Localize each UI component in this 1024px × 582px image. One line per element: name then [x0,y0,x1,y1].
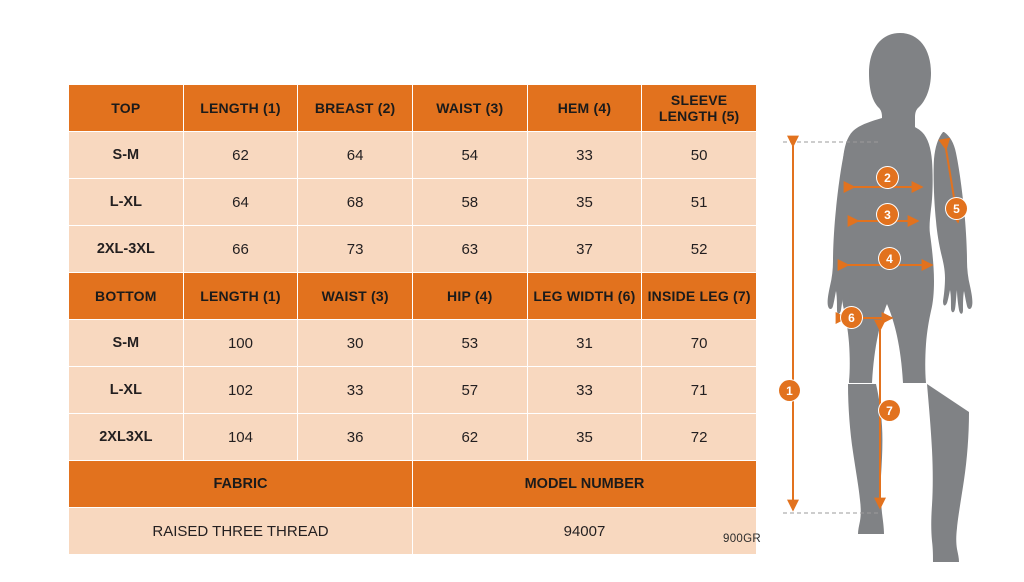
silhouette-shape [828,33,973,562]
table-row [69,179,757,226]
cell-length: 100 [183,320,298,367]
cell-model-number-value: 94007 [412,508,756,555]
cell-breast: 73 [298,226,413,273]
table-footer-header [69,461,757,508]
header-cell-fabric: FABRIC [69,461,413,508]
cell-inside-leg: 72 [642,414,757,461]
cell-waist: 36 [298,414,413,461]
cell-leg-width: 35 [527,414,642,461]
header-cell-sleeve-length: SLEEVE LENGTH (5) [642,85,757,132]
header-cell-bottom: BOTTOM [69,273,184,320]
table-header-bottom [69,273,757,320]
cell-hem: 35 [527,179,642,226]
cell-length: 62 [183,132,298,179]
header-cell-hip: HIP (4) [412,273,527,320]
table-header-top [69,85,757,132]
cell-leg-width: 33 [527,367,642,414]
header-cell-leg-width: LEG WIDTH (6) [527,273,642,320]
cell-waist: 54 [412,132,527,179]
measurement-badge-2: 2 [877,167,898,188]
table-row [69,367,757,414]
measurement-badge-6: 6 [841,307,862,328]
row-label-size: L-XL [69,179,184,226]
row-label-size: S-M [69,132,184,179]
cell-breast: 68 [298,179,413,226]
cell-length: 66 [183,226,298,273]
header-cell-breast: BREAST (2) [298,85,413,132]
silhouette-diagram [760,10,1024,582]
body-measurement-figure [760,10,1024,582]
table-row [69,226,757,273]
cell-waist: 63 [412,226,527,273]
row-label-size: L-XL [69,367,184,414]
cell-leg-width: 31 [527,320,642,367]
table-row [69,132,757,179]
row-label-size: 2XL3XL [69,414,184,461]
table-row [69,320,757,367]
table-footer-values [69,508,757,555]
measurement-badge-1: 1 [779,380,800,401]
cell-waist: 58 [412,179,527,226]
article-code: 900GR [723,533,761,545]
cell-sleeve-length: 52 [642,226,757,273]
header-cell-model-number: MODEL NUMBER [412,461,756,508]
cell-waist: 33 [298,367,413,414]
cell-waist: 30 [298,320,413,367]
cell-length: 64 [183,179,298,226]
cell-breast: 64 [298,132,413,179]
header-cell-hem: HEM (4) [527,85,642,132]
cell-hip: 53 [412,320,527,367]
cell-fabric-value: RAISED THREE THREAD [69,508,413,555]
cell-inside-leg: 71 [642,367,757,414]
measurement-badge-3: 3 [877,204,898,225]
measurement-badge-4: 4 [879,248,900,269]
row-label-size: S-M [69,320,184,367]
header-cell-length: LENGTH (1) [183,85,298,132]
cell-length: 102 [183,367,298,414]
header-cell-top: TOP [69,85,184,132]
measurement-badge-7: 7 [879,400,900,421]
cell-hip: 62 [412,414,527,461]
cell-hem: 37 [527,226,642,273]
header-cell-inside-leg: INSIDE LEG (7) [642,273,757,320]
header-cell-waist: WAIST (3) [298,273,413,320]
measurement-badge-5: 5 [946,198,967,219]
cell-hem: 33 [527,132,642,179]
cell-hip: 57 [412,367,527,414]
size-chart-table [68,84,757,555]
cell-sleeve-length: 51 [642,179,757,226]
cell-length: 104 [183,414,298,461]
header-cell-length: LENGTH (1) [183,273,298,320]
cell-inside-leg: 70 [642,320,757,367]
cell-sleeve-length: 50 [642,132,757,179]
row-label-size: 2XL-3XL [69,226,184,273]
header-cell-waist: WAIST (3) [412,85,527,132]
table-row [69,414,757,461]
